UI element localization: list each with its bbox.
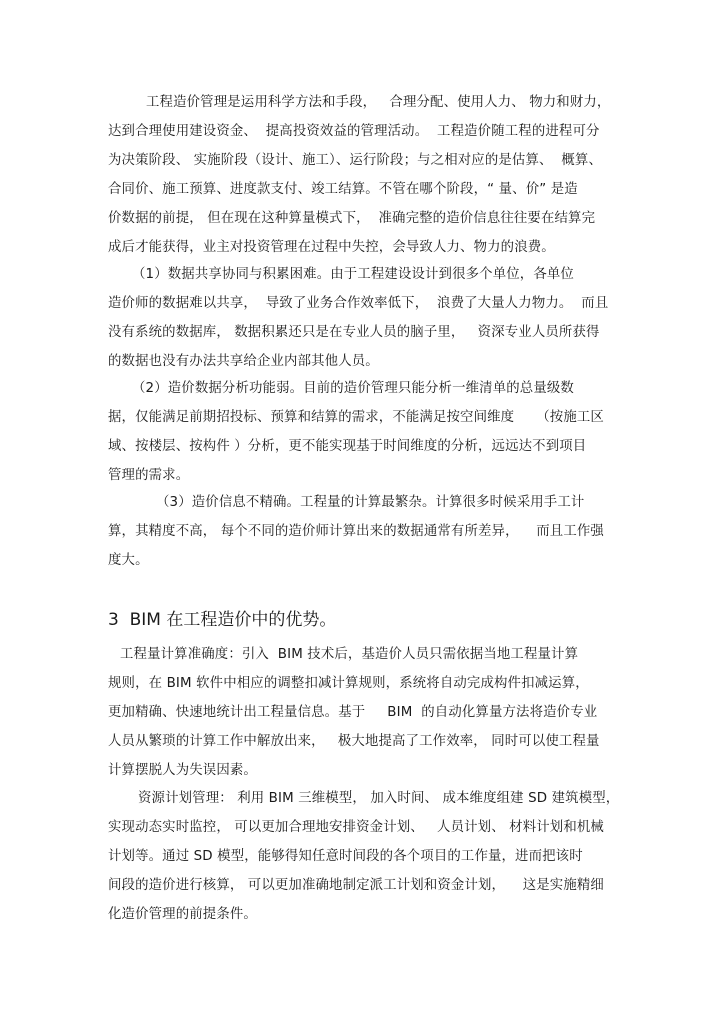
paragraph-line: 度大。 (108, 553, 149, 568)
paragraph-line: 规则，在 BIM 软件中相应的调整扣减计算规则，系统将自动完成构件扣减运算， (108, 676, 589, 691)
paragraph-line: 化造价管理的前提条件。 (108, 907, 257, 922)
paragraph-line: 造价师的数据难以共享， 导致了业务合作效率低下， 浪费了大量人力物力。 而且 (108, 296, 609, 311)
paragraph-line: 算，其精度不高， 每个不同的造价师计算出来的数据通常有所差异， 而且工作强 (108, 524, 604, 539)
paragraph-line: 更加精确、快速地统计出工程量信息。基于 BIM 的自动化算量方法将造价专业 (108, 705, 598, 720)
paragraph-line: 工程量计算准确度：引入 BIM 技术后，基造价人员只需依据当地工程量计算 (120, 647, 579, 662)
paragraph-line: 人员从繁琐的计算工作中解放出来， 极大地提高了工作效率， 同时可以使工程量 (108, 734, 600, 749)
paragraph-line: 工程造价管理是运用科学方法和手段， 合理分配、使用人力、 物力和财力， (146, 95, 611, 110)
paragraph-line: 达到合理使用建设资金、 提高投资效益的管理活动。 工程造价随工程的进程可分 (108, 124, 600, 139)
paragraph-line: 管理的需求。 (108, 468, 190, 483)
paragraph-line: （1）数据共享协同与积累困难。由于工程建设设计到很多个单位，各单位 (132, 267, 574, 282)
paragraph-line: （3）造价信息不精确。工程量的计算最繁杂。计算很多时候采用手工计 (156, 495, 585, 510)
paragraph-line: 间段的造价进行核算， 可以更加准确地制定派工计划和资金计划， 这是实施精细 (108, 878, 604, 893)
paragraph-line: 据，仅能满足前期招投标、预算和结算的需求，不能满足按空间维度 （按施工区 (108, 410, 604, 425)
paragraph-line: 计算摆脱人为失误因素。 (108, 763, 257, 778)
paragraph-line: 实现动态实时监控， 可以更加合理地安排资金计划、 人员计划、 材料计划和机械 (108, 820, 604, 835)
paragraph-line: 的数据也没有办法共享给企业内部其他人员。 (108, 354, 379, 369)
paragraph-line: 为决策阶段、 实施阶段（设计、施工）、运行阶段；与之相对应的是估算、 概算、 (108, 153, 602, 168)
paragraph-line: 域、按楼层、按构件 ）分析，更不能实现基于时间维度的分析，远远达不到项目 (108, 439, 587, 454)
paragraph-line: 合同价、施工预算、进度款支付、竣工结算。不管在哪个阶段，“ 量、价” 是造 (108, 182, 578, 197)
paragraph-line: 资源计划管理： 利用 BIM 三维模型， 加入时间、 成本维度组建 SD 建筑模型， (138, 791, 620, 806)
paragraph-line: 没有系统的数据库， 数据积累还只是在专业人员的脑子里， 资深专业人员所获得 (108, 325, 600, 340)
section-heading: 3 BIM 在工程造价中的优势。 (108, 610, 337, 630)
paragraph-line: 计划等。通过 SD 模型，能够得知任意时间段的各个项目的工作量，进而把该时 (108, 849, 583, 864)
paragraph-line: 价数据的前提， 但在现在这种算量模式下， 准确完整的造价信息往往要在结算完 (108, 211, 596, 226)
paragraph-line: 成后才能获得，业主对投资管理在过程中失控，会导致人力、物力的浪费。 (108, 240, 555, 255)
paragraph-line: （2）造价数据分析功能弱。目前的造价管理只能分析一维清单的总量级数 (132, 381, 574, 396)
